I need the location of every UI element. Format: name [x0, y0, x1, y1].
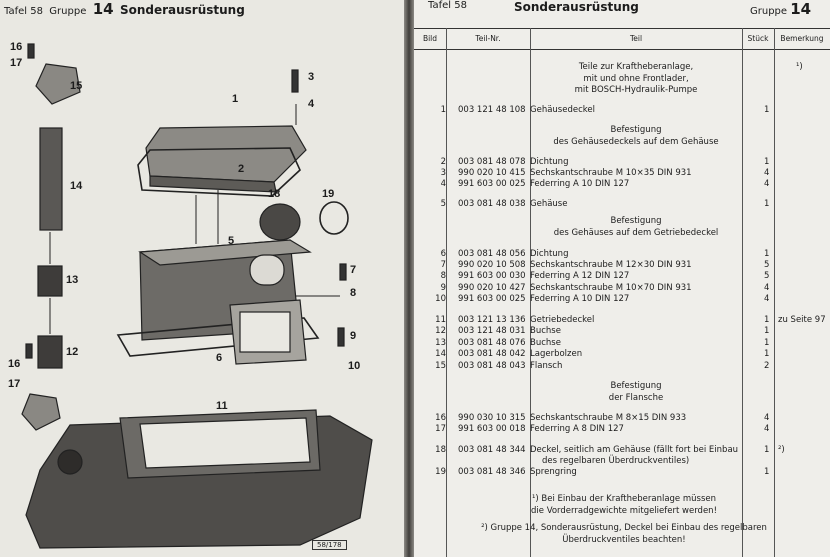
teil-cell: Sechskantschraube M 10×70 DIN 931	[530, 283, 692, 293]
stueck-cell: 4	[764, 413, 770, 423]
table-row	[414, 283, 830, 294]
teil-nr-cell: 003 081 48 076	[458, 338, 526, 348]
callout-18: 18	[268, 188, 281, 200]
page-code: 58/178	[312, 540, 347, 550]
footnote-1-line-1: ¹) Bei Einbau der Kraftheberanlage müssen	[531, 494, 716, 504]
footnote-1-line-2: die Vorderradgewichte mitgeliefert werden!	[531, 506, 717, 516]
callout-10: 10	[348, 360, 361, 372]
col-bemerkung: Bemerkung	[780, 34, 824, 43]
callout-8: 8	[350, 287, 357, 299]
table-row	[414, 179, 830, 190]
table-row	[414, 199, 830, 210]
footnote-2-line-1: ²) Gruppe 14, Sonderausrüstung, Deckel bei Einbau des regelbaren	[481, 523, 767, 533]
bild-cell: 8	[440, 271, 446, 281]
teil-cell: Gehäuse	[530, 199, 568, 209]
section-heading-1-line-2: des Gehäusedeckels auf dem Gehäuse	[553, 136, 719, 147]
teil-cell: Buchse	[530, 326, 561, 336]
table-row	[414, 105, 830, 116]
table-row	[414, 338, 830, 349]
intro-line-2: mit und ohne Frontlader,	[583, 73, 689, 84]
section-heading-3-line-1: Befestigung	[610, 381, 662, 391]
callout-9: 9	[350, 330, 357, 342]
section-heading-2	[530, 216, 742, 239]
teil-nr-cell: 003 081 48 042	[458, 349, 526, 359]
teil-nr-cell: 003 081 48 078	[458, 157, 526, 167]
right-header-gruppe-label: Gruppe	[750, 6, 788, 17]
table-row	[414, 445, 830, 456]
callout-16-lower: 16	[8, 358, 21, 370]
left-header-title: Sonderausrüstung	[119, 3, 245, 17]
callout-17-lower: 17	[8, 378, 21, 390]
exploded-parts-drawing	[0, 0, 404, 557]
callout-17: 17	[10, 57, 23, 69]
teil-nr-cell: 003 081 48 344	[458, 445, 526, 455]
teil-cell: Lagerbolzen	[530, 349, 583, 359]
callout-3: 3	[308, 71, 315, 83]
stueck-cell: 1	[764, 338, 770, 348]
table-row	[414, 157, 830, 168]
stueck-cell: 1	[764, 445, 770, 455]
teil-nr-cell: 003 081 48 056	[458, 249, 526, 259]
teil-nr-cell: 003 081 48 346	[458, 467, 526, 477]
teil-cell: Sechskantschraube M 10×35 DIN 931	[530, 168, 692, 178]
bild-cell: 13	[435, 338, 446, 348]
stueck-cell: 4	[764, 179, 770, 189]
section-heading-1-line-1: Befestigung	[610, 125, 662, 135]
right-header-title-text: Sonderausrüstung	[514, 0, 639, 14]
bild-cell: 3	[440, 168, 446, 178]
bearing-pin-part	[40, 128, 62, 230]
stueck-cell: 1	[764, 326, 770, 336]
footnote-1	[434, 493, 814, 517]
table-row	[414, 349, 830, 360]
table-row-continuation	[414, 456, 830, 467]
callout-4: 4	[308, 98, 315, 110]
stueck-cell: 1	[764, 349, 770, 359]
book-gutter	[404, 0, 414, 557]
stueck-cell: 4	[764, 424, 770, 434]
teil-nr-cell: 003 121 48 031	[458, 326, 526, 336]
bild-cell: 6	[440, 249, 446, 259]
callout-1: 1	[232, 93, 239, 105]
bild-cell: 1	[440, 105, 446, 115]
teil-cell: Gehäusedeckel	[530, 105, 595, 115]
stueck-cell: 1	[764, 157, 770, 167]
table-row	[414, 168, 830, 179]
footnote-2-line-2: Überdruckventiles beachten!	[562, 535, 686, 545]
right-page-parts-list	[414, 0, 830, 557]
right-header-tafel: Tafel 58	[428, 0, 467, 11]
col-teil: Teil	[629, 34, 643, 43]
callout-11: 11	[216, 400, 228, 412]
right-header-gruppe	[750, 0, 811, 18]
callout-16: 16	[10, 41, 23, 53]
teil-cell: Sechskantschraube M 8×15 DIN 933	[530, 413, 687, 423]
teil-nr-cell: 991 603 00 018	[458, 424, 526, 434]
callout-7: 7	[350, 264, 357, 276]
table-row	[414, 467, 830, 478]
teil-cell: Flansch	[530, 361, 563, 371]
table-row	[414, 361, 830, 372]
table-header	[414, 28, 830, 50]
stueck-cell: 4	[764, 294, 770, 304]
callout-15: 15	[70, 80, 83, 92]
section-heading-3-line-2: der Flansche	[608, 392, 664, 403]
stueck-cell: 4	[764, 168, 770, 178]
stueck-cell: 2	[764, 361, 770, 371]
teil-nr-cell: 003 081 48 038	[458, 199, 526, 209]
teil-cell: Federring A 12 DIN 127	[530, 271, 630, 281]
bild-cell: 16	[435, 413, 446, 423]
table-row	[414, 294, 830, 305]
intro-note	[414, 62, 830, 73]
teil-cell: Getriebedeckel	[530, 315, 595, 325]
teil-cell: Deckel, seitlich am Gehäuse (fällt fort bei Einbau	[530, 445, 739, 455]
teil-cell: Buchse	[530, 338, 561, 348]
intro-line-3: mit BOSCH-Hydraulik-Pumpe	[574, 85, 698, 95]
teil-cell: Sprengring	[530, 467, 577, 477]
bild-cell: 11	[435, 315, 446, 325]
stueck-cell: 5	[764, 271, 770, 281]
teil-nr-cell: 990 020 10 415	[458, 168, 526, 178]
bild-cell: 10	[435, 294, 446, 304]
table-row	[414, 315, 830, 326]
bild-cell: 4	[440, 179, 446, 189]
intro-note-text: ¹)	[796, 62, 803, 72]
teil-nr-cell: 991 603 00 030	[458, 271, 526, 281]
stueck-cell: 1	[764, 105, 770, 115]
teil-cell: Federring A 8 DIN 127	[530, 424, 624, 434]
teil-cell: Federring A 10 DIN 127	[530, 294, 630, 304]
stueck-cell: 1	[764, 199, 770, 209]
col-teil-nr: Teil-Nr.	[475, 34, 501, 43]
section-heading-2-line-1: Befestigung	[610, 216, 662, 226]
bild-cell: 7	[440, 260, 446, 270]
right-header-gruppe-number: 14	[790, 0, 812, 18]
table-row	[414, 326, 830, 337]
footnote-2	[434, 522, 814, 546]
bild-cell: 12	[435, 326, 446, 336]
teil-nr-cell: 990 020 10 508	[458, 260, 526, 270]
teil-nr-cell: 990 030 10 315	[458, 413, 526, 423]
bild-cell: 19	[435, 467, 446, 477]
callout-2: 2	[238, 163, 245, 175]
teil-cell: Dichtung	[530, 249, 569, 259]
table-row	[414, 271, 830, 282]
bemerkung-cell: ²)	[778, 445, 785, 455]
callout-5: 5	[228, 235, 235, 247]
teil-cell: Dichtung	[530, 157, 569, 167]
bild-cell: 9	[440, 283, 446, 293]
stueck-cell: 5	[764, 260, 770, 270]
stueck-cell: 1	[764, 467, 770, 477]
stueck-cell: 1	[764, 315, 770, 325]
teil-nr-cell: 003 121 48 108	[458, 105, 526, 115]
callout-6: 6	[216, 352, 223, 364]
teil-nr-cell: 991 603 00 025	[458, 294, 526, 304]
stueck-cell: 4	[764, 283, 770, 293]
teil-nr-cell: 003 081 48 043	[458, 361, 526, 371]
housing-cover-part	[146, 126, 306, 182]
right-header-title	[514, 0, 639, 14]
stueck-cell: 1	[764, 249, 770, 259]
table-row	[414, 413, 830, 424]
bild-cell: 2	[440, 157, 446, 167]
table-row	[414, 260, 830, 271]
left-header-tafel: Tafel 58	[4, 6, 43, 17]
bild-cell: 14	[435, 349, 446, 359]
bild-cell: 17	[435, 424, 446, 434]
left-header-gruppe: Gruppe	[49, 6, 87, 17]
bemerkung-cell: zu Seite 97	[778, 315, 826, 325]
section-heading-1	[530, 125, 742, 148]
callout-12: 12	[66, 346, 79, 358]
left-header-gruppe-number: 14	[92, 0, 114, 18]
teil-nr-cell: 990 020 10 427	[458, 283, 526, 293]
col-stueck: Stück	[747, 34, 769, 43]
intro-line-1: Teile zur Kraftheberanlage,	[578, 62, 694, 72]
teil-nr-cell: 991 603 00 025	[458, 179, 526, 189]
teil-cell-continuation: des regelbaren Überdruckventiles)	[542, 456, 690, 466]
section-heading-3	[530, 381, 742, 404]
bild-cell: 18	[435, 445, 446, 455]
table-row	[414, 424, 830, 435]
callout-14: 14	[70, 180, 83, 192]
section-heading-2-line-2: des Gehäuses auf dem Getriebedeckel	[553, 227, 719, 238]
teil-cell: Federring A 10 DIN 127	[530, 179, 630, 189]
bild-cell: 15	[435, 361, 446, 371]
teil-cell: Sechskantschraube M 12×30 DIN 931	[530, 260, 692, 270]
bild-cell: 5	[440, 199, 446, 209]
col-bild: Bild	[422, 34, 438, 43]
callout-13: 13	[66, 274, 79, 286]
table-row	[414, 249, 830, 260]
left-page-illustration	[0, 0, 404, 557]
teil-nr-cell: 003 121 13 136	[458, 315, 526, 325]
callout-19: 19	[322, 188, 335, 200]
